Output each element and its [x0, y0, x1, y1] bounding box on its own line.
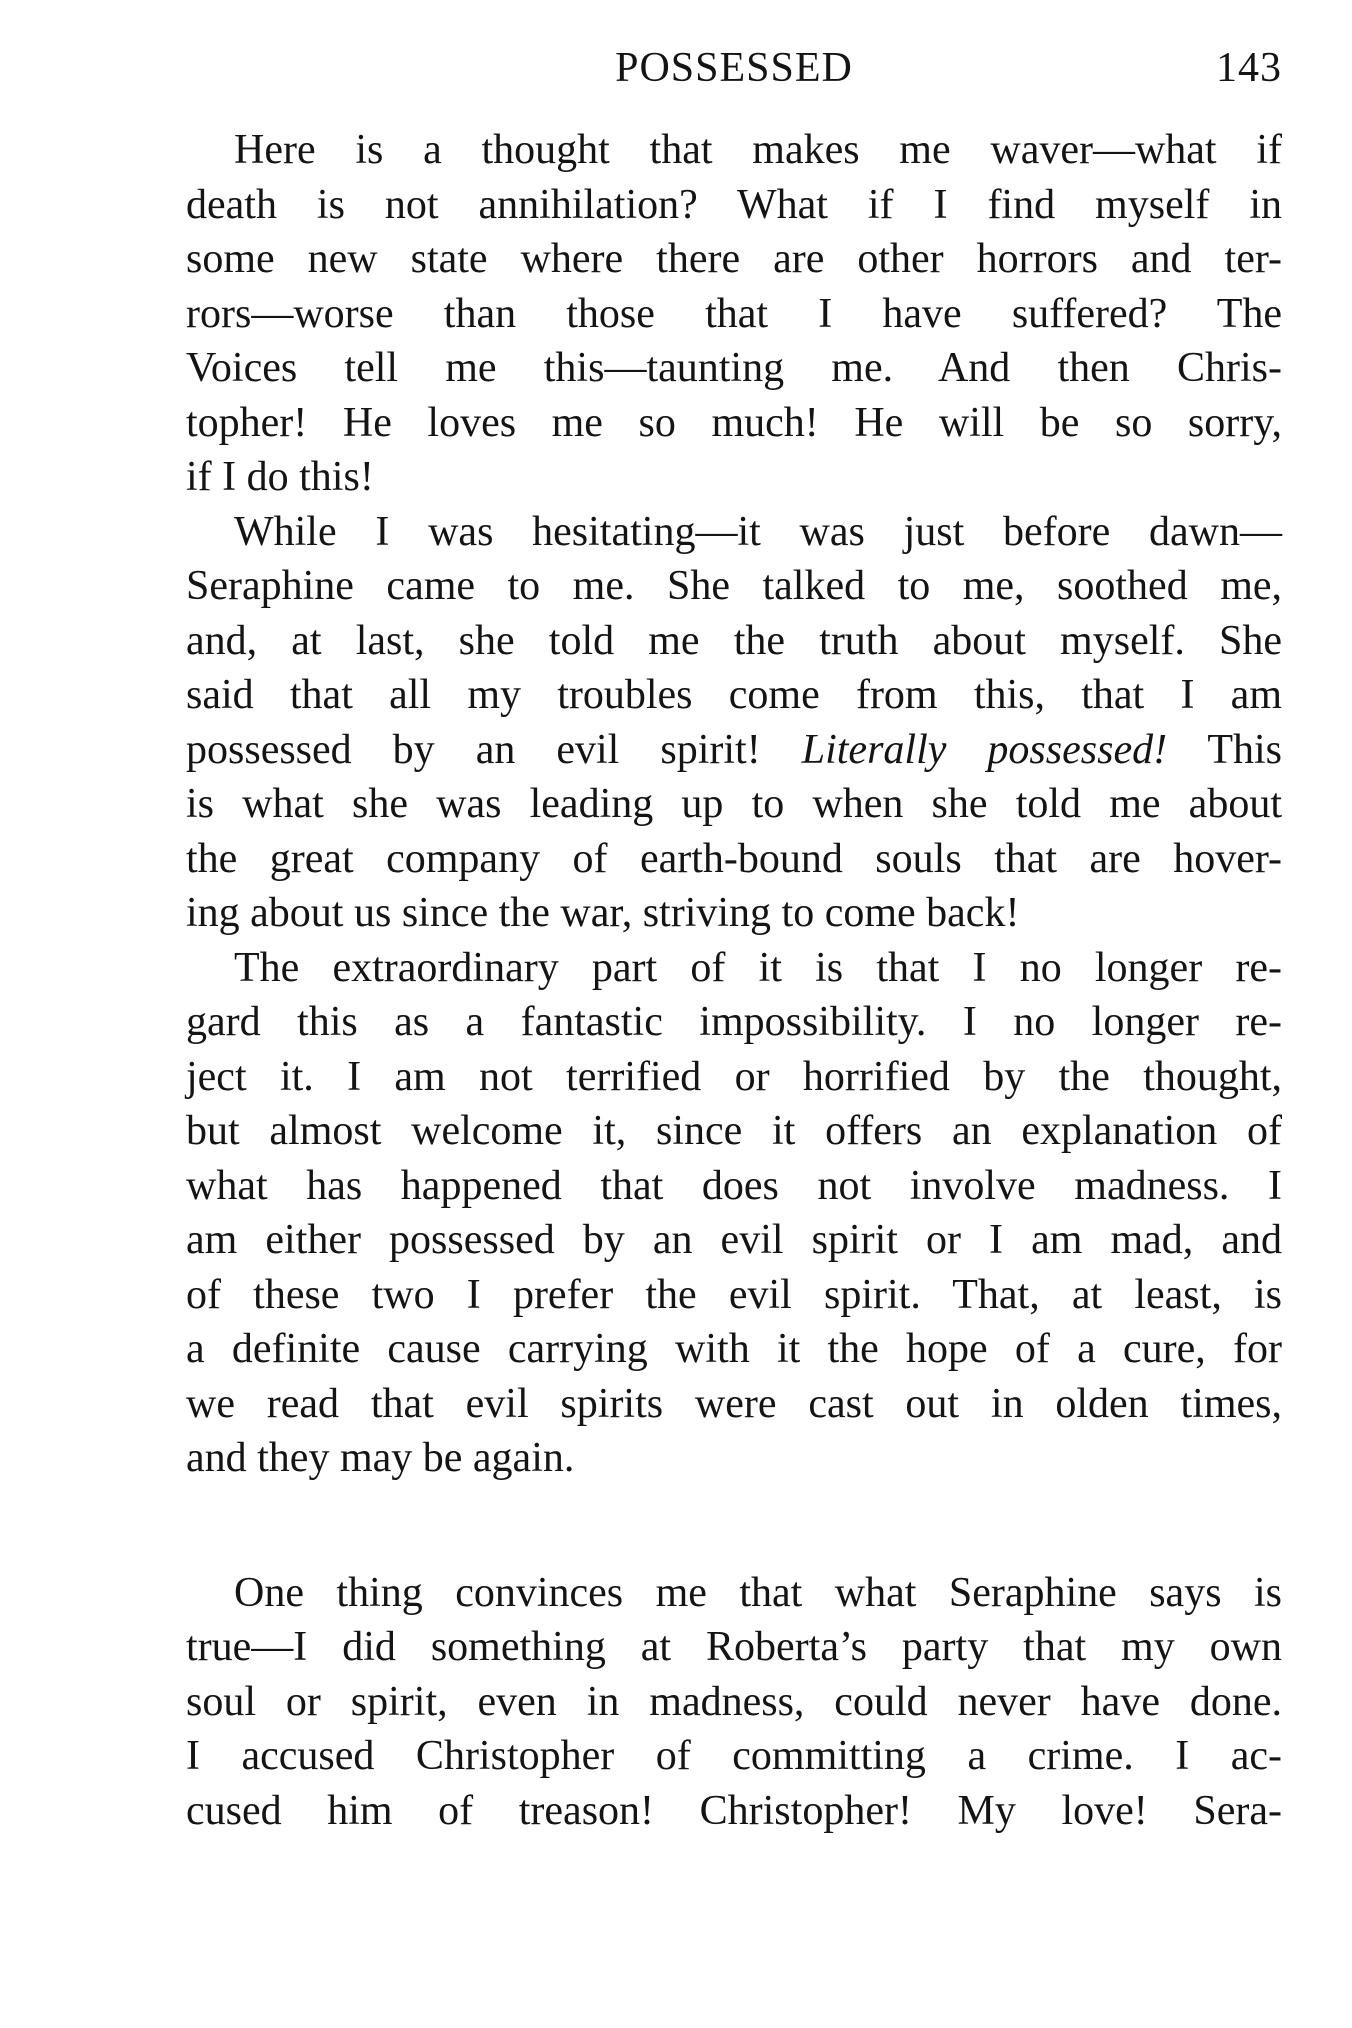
text-line-mixed — [186, 723, 1282, 778]
text-line: gard this as a fantastic impossibility. I no longer re- — [186, 999, 1282, 1045]
text-span: possessed by an evil spirit! — [186, 726, 802, 773]
text-line: rors—worse than those that I have suffered? The — [186, 290, 1282, 337]
text-line: One thing convinces me that what Seraphine says is — [234, 1569, 1282, 1616]
text-line: death is not annihilation? What if I find myself in — [186, 181, 1282, 228]
paragraph-3 — [186, 941, 1282, 1486]
text-line: if I do this! — [186, 454, 374, 500]
text-line: what has happened that does not involve madness. I — [186, 1162, 1282, 1209]
text-line: ing about us since the war, striving to come back! — [186, 890, 1020, 936]
text-line: The extraordinary part of it is that I no longer re- — [234, 944, 1282, 991]
text-line: While I was hesitating—it was just before dawn— — [234, 508, 1282, 555]
page-number: 143 — [1216, 45, 1282, 91]
text-line: soul or spirit, even in madness, could never have done. — [186, 1678, 1282, 1725]
text-line: and they may be again. — [186, 1435, 575, 1481]
text-line: the great company of earth-bound souls that are hover- — [186, 835, 1282, 882]
paragraph-1 — [186, 123, 1282, 505]
text-line: we read that evil spirits were cast out in olden times, — [186, 1380, 1282, 1427]
body-text — [186, 123, 1282, 1838]
text-line: of these two I prefer the evil spirit. That, at least, is — [186, 1271, 1282, 1318]
text-line: Here is a thought that makes me waver—what if — [234, 127, 1282, 173]
text-line: I accused Christopher of committing a crime. I ac- — [186, 1733, 1282, 1779]
text-line: cused him of treason! Christopher! My love! Sera- — [186, 1787, 1282, 1834]
section-break — [186, 1486, 1282, 1566]
text-line: is what she was leading up to when she told me about — [186, 781, 1282, 827]
text-line: and, at last, she told me the truth about myself. She — [186, 617, 1282, 664]
text-line: true—I did something at Roberta’s party that my own — [186, 1624, 1282, 1670]
text-line: but almost welcome it, since it offers an explanation of — [186, 1108, 1282, 1154]
italic-emphasis: Literally possessed! — [801, 726, 1168, 773]
text-line: am either possessed by an evil spirit or I am mad, and — [186, 1217, 1282, 1263]
text-line: Voices tell me this—taunting me. And then Chris- — [186, 345, 1282, 391]
text-line: a definite cause carrying with it the hope of a cure, for — [186, 1326, 1282, 1372]
text-line: some new state where there are other horrors and ter- — [186, 236, 1282, 282]
text-line: Seraphine came to me. She talked to me, soothed me, — [186, 563, 1282, 609]
paragraph-2 — [186, 505, 1282, 941]
text-line: said that all my troubles come from this, that I am — [186, 672, 1282, 718]
running-title: POSSESSED — [615, 45, 853, 91]
running-head — [186, 38, 1282, 98]
text-line: topher! He loves me so much! He will be so sorry, — [186, 399, 1282, 446]
paragraph-4 — [186, 1566, 1282, 1839]
text-span: This — [1167, 726, 1283, 773]
text-line: ject it. I am not terrified or horrified by the thought, — [186, 1053, 1282, 1100]
